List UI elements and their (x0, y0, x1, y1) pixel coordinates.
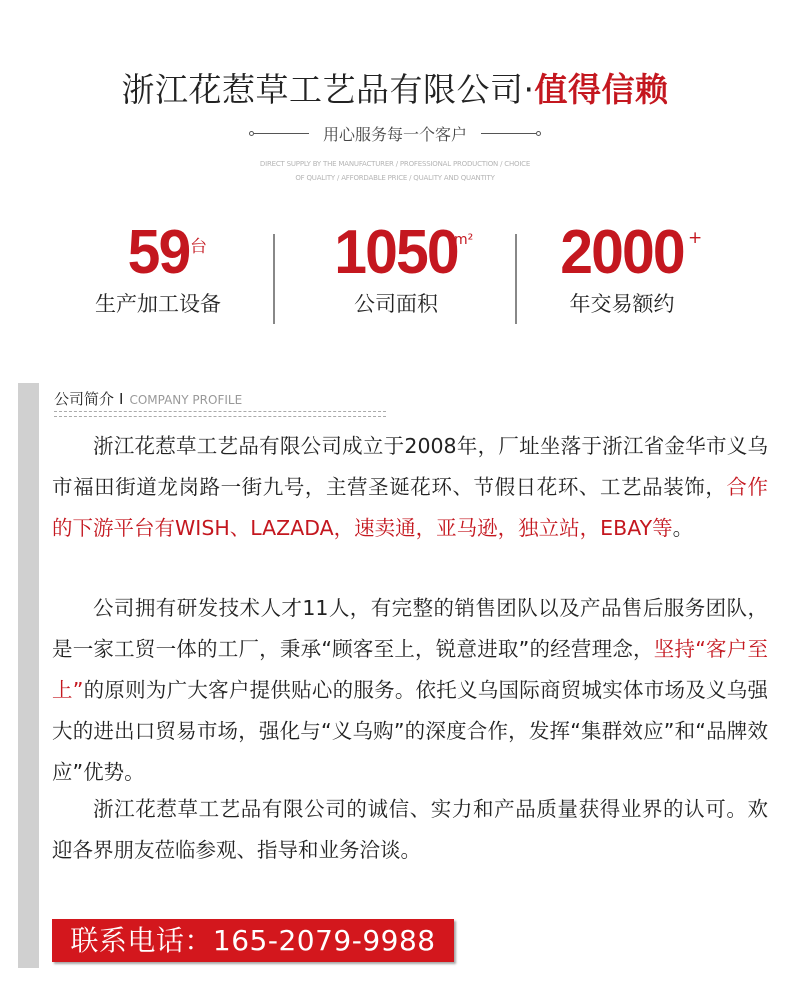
p1-text: 浙江花惹草工艺品有限公司成立于2008年，厂址坐落于浙江省金华市义乌市福田街道龙岗路一街九号，主营圣诞花环、节假日花环、工艺品装饰， (52, 434, 768, 499)
stat-value: 59 (127, 218, 189, 287)
profile-side-bar (18, 383, 39, 968)
stat-label: 生产加工设备 (95, 292, 221, 316)
stat-equipment (38, 218, 278, 318)
stat-label: 年交易额约 (569, 292, 675, 316)
profile-paragraph-3: 浙江花惹草工艺品有限公司的诚信、实力和产品质量获得业界的认可。欢迎各界朋友莅临参观、指导和业务洽谈。 (52, 797, 768, 862)
company-name: 浙江花惹草工艺品有限公司 (121, 70, 524, 109)
heading-dashed-rule (54, 411, 386, 417)
stat-unit: + (688, 228, 703, 248)
left-divider-icon (249, 131, 309, 136)
profile-paragraph-1 (52, 426, 768, 549)
stat-value: 1050 (334, 218, 458, 287)
stat-unit: m² (454, 232, 474, 248)
stat-label: 公司面积 (354, 292, 438, 316)
contact-phone-button[interactable]: 联系电话：165-2079-9988 (52, 919, 454, 962)
profile-heading-cn: 公司简介 (54, 390, 115, 408)
stat-area (276, 218, 516, 318)
profile-heading (54, 388, 242, 409)
p2-text-end: 的原则为广大客户提供贴心的服务。依托义乌国际商贸城实体市场及义乌强大的进出口贸易市场，强化与“义乌购”的深度合作，发挥“集群效应”和“品牌效应”优势。 (52, 678, 769, 784)
profile-heading-separator: I (119, 390, 124, 408)
tagline-en-line2: OF QUALITY / AFFORDABLE PRICE / QUALITY AND QUANTITY (295, 174, 495, 182)
stat-value: 2000 (560, 218, 684, 287)
stat-divider (273, 234, 275, 324)
right-divider-icon (481, 131, 541, 136)
p1-end: 。 (672, 516, 694, 540)
stat-turnover (502, 218, 742, 318)
title-dot: · (523, 70, 535, 109)
stat-unit: 台 (190, 237, 207, 257)
profile-heading-en: COMPANY PROFILE (129, 393, 243, 407)
title-slogan: 值得信赖 (534, 70, 669, 109)
p1-highlight: 合作的下游平台有WISH、LAZADA，速卖通，亚马逊，独立站，EBAY等 (52, 475, 768, 540)
tagline-en-line1: DIRECT SUPPLY BY THE MANUFACTURER / PROFESSIONAL PRODUCTION / CHOICE (259, 160, 531, 168)
subtitle-row (0, 122, 790, 145)
p2-text: 公司拥有研发技术人才11人，有完整的销售团队以及产品售后服务团队，是一家工贸一体的工厂，秉承“顾客至上，锐意进取”的经营理念， (52, 596, 768, 661)
subtitle-text: 用心服务每一个客户 (322, 125, 467, 144)
page-title (0, 64, 790, 111)
p2-highlight: 坚持“客户至上” (52, 637, 768, 702)
profile-paragraph-2 (52, 588, 768, 793)
